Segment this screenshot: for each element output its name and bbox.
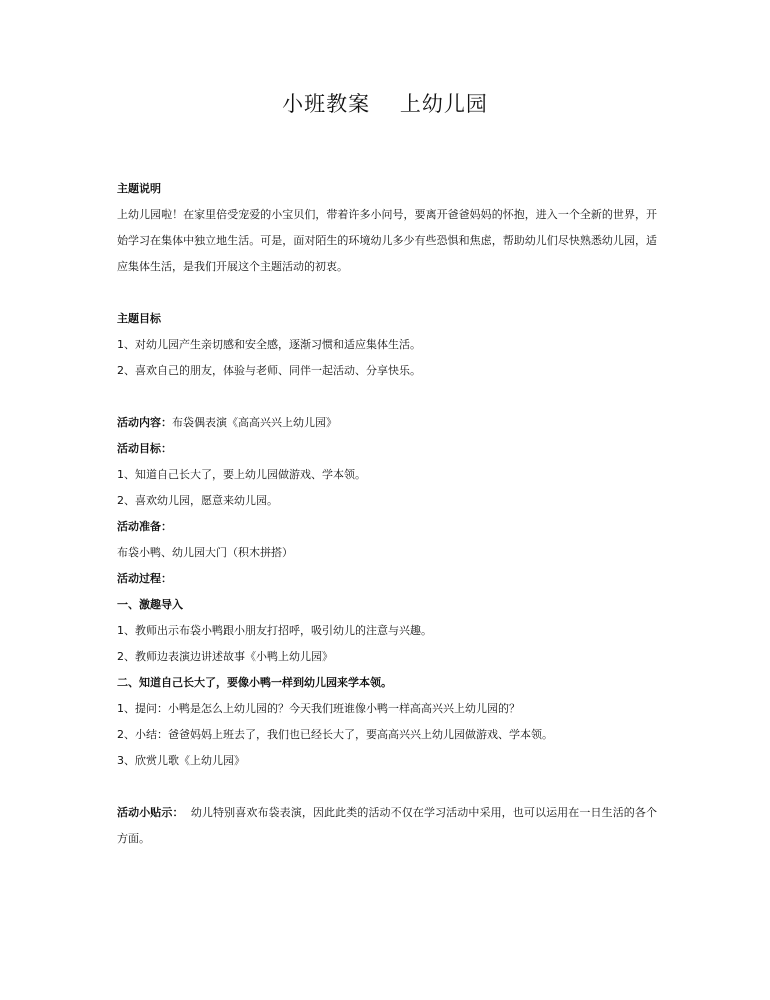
activity-goal-item: 1、知道自己长大了，要上幼儿园做游戏、学本领。 [117, 468, 366, 481]
activity-prep-value: 布袋小鸭、幼儿园大门（积木拼搭） [117, 546, 293, 559]
activity-prep-label: 活动准备： [117, 520, 172, 533]
theme-heading: 主题说明 [117, 182, 161, 195]
step2-item: 2、小结：爸爸妈妈上班去了，我们也已经长大了，要高高兴兴上幼儿园做游戏、学本领。 [117, 728, 553, 741]
goals-heading: 主题目标 [117, 312, 161, 325]
goal-item: 1、对幼儿园产生亲切感和安全感，逐渐习惯和适应集体生活。 [117, 338, 421, 351]
activity-tips-label: 活动小贴示： [117, 806, 184, 819]
section-spacer [117, 280, 657, 306]
section-spacer [117, 384, 657, 410]
activity-tips-line [117, 800, 657, 852]
document-title: 小班教案 上幼儿园 [282, 92, 488, 116]
section-spacer [117, 774, 657, 800]
theme-paragraph: 上幼儿园啦！在家里倍受宠爱的小宝贝们，带着许多小问号，要离开爸爸妈妈的怀抱，进入一个全新的世界，开始学习在集体中独立地生活。可是，面对陌生的环境幼儿多少有些恐惧和焦虑，帮助幼儿们尽快熟悉幼儿园，适应集体生活，是我们开展这个主题活动的初衷。 [117, 208, 657, 273]
step1-item: 2、教师边表演边讲述故事《小鸭上幼儿园》 [117, 650, 333, 663]
activity-goals-label: 活动目标： [117, 442, 172, 455]
document-body [117, 176, 657, 852]
step1-heading: 一、激趣导入 [117, 598, 183, 611]
step2-item: 1、提问：小鸭是怎么上幼儿园的？今天我们班谁像小鸭一样高高兴兴上幼儿园的？ [117, 702, 520, 715]
activity-content-label: 活动内容： [117, 416, 172, 429]
step2-heading: 二、知道自己长大了，要像小鸭一样到幼儿园来学本领。 [117, 676, 392, 689]
activity-content-value: 布袋偶表演《高高兴兴上幼儿园》 [172, 416, 337, 429]
goal-item: 2、喜欢自己的朋友，体验与老师、同伴一起活动、分享快乐。 [117, 364, 421, 377]
activity-tips-value: 幼儿特别喜欢布袋表演，因此此类的活动不仅在学习活动中采用，也可以运用在一日生活的各个方面。 [117, 806, 658, 845]
step1-item: 1、教师出示布袋小鸭跟小朋友打招呼，吸引幼儿的注意与兴趣。 [117, 624, 432, 637]
activity-content-line [117, 410, 657, 436]
step2-item: 3、欣赏儿歌《上幼儿园》 [117, 754, 245, 767]
activity-process-label: 活动过程： [117, 572, 172, 585]
activity-goal-item: 2、喜欢幼儿园，愿意来幼儿园。 [117, 494, 278, 507]
